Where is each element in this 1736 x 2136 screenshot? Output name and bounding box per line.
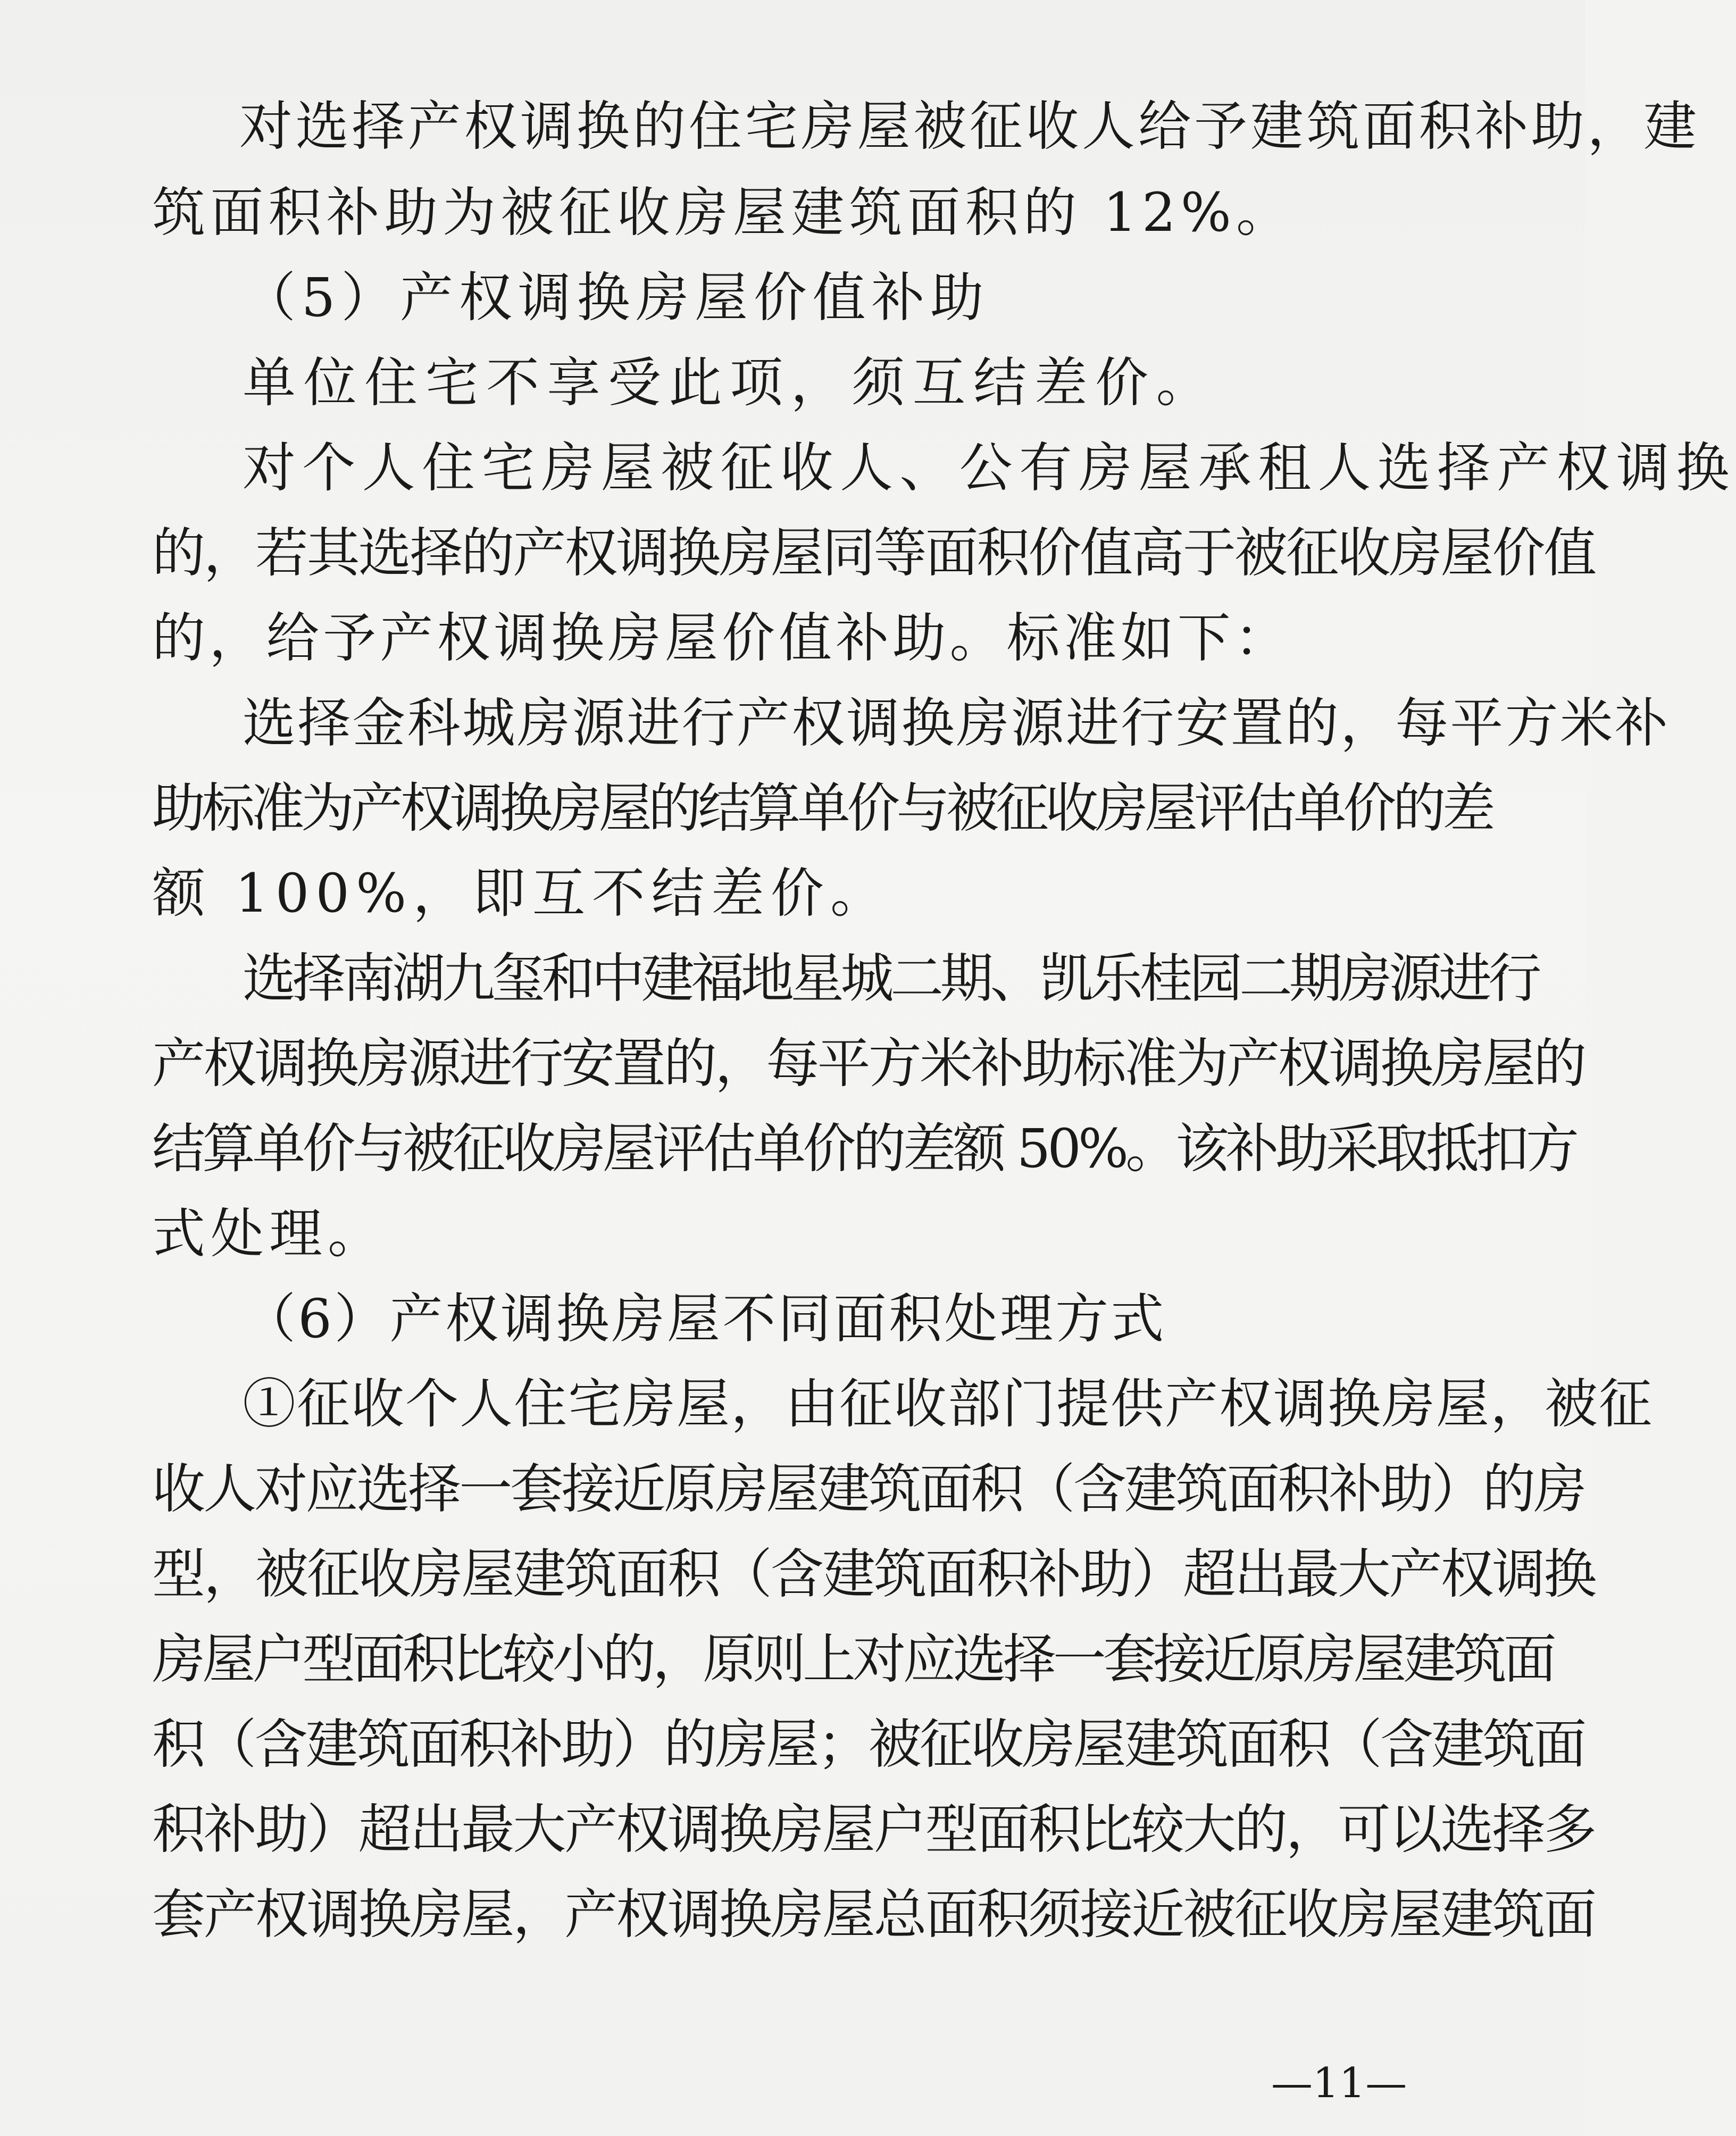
text-line: 套产权调换房屋，产权调换房屋总面积须接近被征收房屋建筑面 (152, 1883, 1596, 1946)
text-line: 对选择产权调换的住宅房屋被征收人给予建筑面积补助，建 (239, 95, 1700, 157)
text-line: 积（含建筑面积补助）的房屋；被征收房屋建筑面积（含建筑面 (152, 1713, 1585, 1775)
text-line: 的，若其选择的产权调换房屋同等面积价值高于被征收房屋价值 (152, 522, 1596, 584)
page-number: —11— (1271, 2059, 1407, 2107)
text-line: 型，被征收房屋建筑面积（含建筑面积补助）超出最大产权调换 (152, 1543, 1596, 1605)
text-line: 对个人住宅房屋被征收人、公有房屋承租人选择产权调换 (243, 437, 1736, 499)
section-heading: （6）产权调换房屋不同面积处理方式 (243, 1288, 1166, 1350)
text-line: ①征收个人住宅房屋，由征收部门提供产权调换房屋，被征 (243, 1373, 1653, 1435)
text-line: 选择南湖九玺和中建福地星城二期、凯乐桂园二期房源进行 (243, 947, 1539, 1009)
text-line: 产权调换房源进行安置的，每平方米补助标准为产权调换房屋的 (152, 1032, 1585, 1095)
text-line: 房屋户型面积比较小的，原则上对应选择一套接近原房屋建筑面 (152, 1628, 1554, 1690)
text-line: 选择金科城房源进行产权调换房源进行安置的，每平方米补 (243, 692, 1670, 754)
text-line: 筑面积补助为被征收房屋建筑面积的 12%。 (152, 181, 1295, 244)
section-heading: （5）产权调换房屋价值补助 (243, 266, 990, 329)
text-line: 式处理。 (152, 1203, 386, 1265)
text-line: 积补助）超出最大产权调换房屋户型面积比较大的，可以选择多 (152, 1798, 1596, 1860)
text-line: 助标准为产权调换房屋的结算单价与被征收房屋评估单价的差 (152, 777, 1492, 839)
text-line: 单位住宅不享受此项，须互结差价。 (243, 352, 1217, 414)
text-line: 的，给予产权调换房屋价值补助。标准如下： (152, 607, 1291, 669)
text-line: 收人对应选择一套接近原房屋建筑面积（含建筑面积补助）的房 (152, 1458, 1585, 1520)
text-line: 结算单价与被征收房屋评估单价的差额 50%。该补助采取抵扣方 (152, 1117, 1576, 1180)
text-line: 额 100%，即互不结差价。 (152, 862, 890, 924)
